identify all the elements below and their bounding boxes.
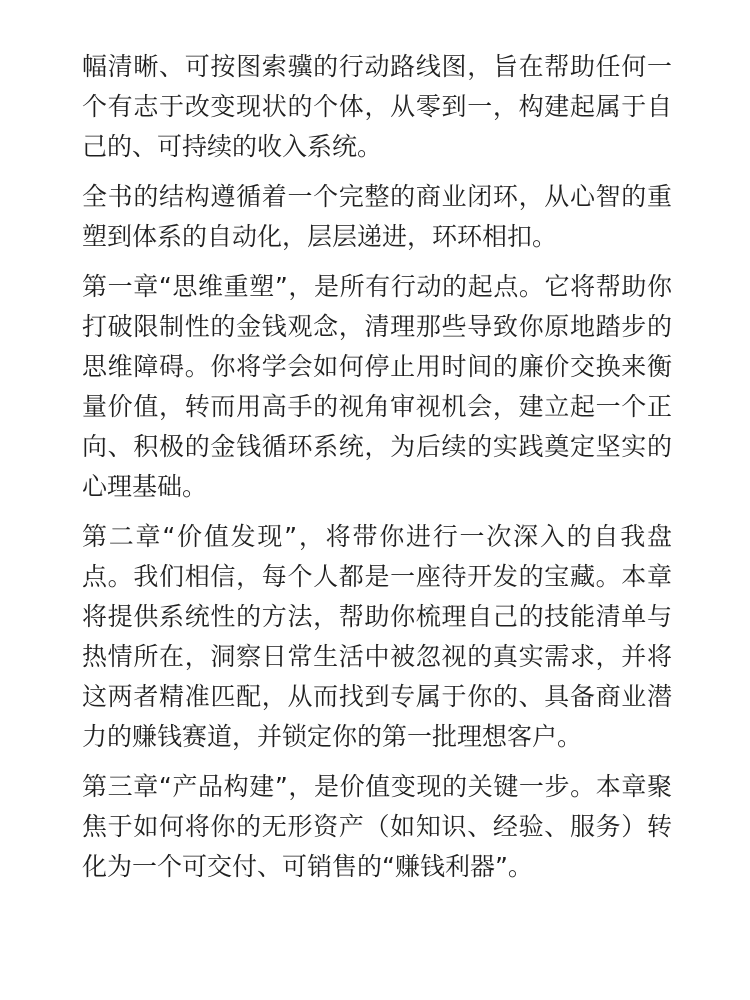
paragraph-intro-continued: 幅清晰、可按图索骥的行动路线图，旨在帮助任何一个有志于改变现状的个体，从零到一，构建起属于自己的、可持续的收入系统。 <box>82 52 672 161</box>
paragraph-chapter-2: 第二章“价值发现”，将带你进行一次深入的自我盘点。我们相信，每个人都是一座待开发的宝藏。本章将提供系统性的方法，帮助你梳理自己的技能清单与热情所在，洞察日常生活中被忽视的真实需求，并将这两者精准匹配，从而找到专属于你的、具备商业潜力的赚钱赛道，并锁定你的第一批理想客户。 <box>82 522 672 751</box>
paragraph-book-structure: 全书的结构遵循着一个完整的商业闭环，从心智的重塑到体系的自动化，层层递进，环环相扣。 <box>82 182 672 251</box>
document-body <box>82 47 672 897</box>
paragraph-chapter-3: 第三章“产品构建”，是价值变现的关键一步。本章聚焦于如何将你的无形资产（如知识、经验、服务）转化为一个可交付、可销售的“赚钱利器”。 <box>82 772 672 881</box>
paragraph-chapter-1: 第一章“思维重塑”，是所有行动的起点。它将帮助你打破限制性的金钱观念，清理那些导致你原地踏步的思维障碍。你将学会如何停止用时间的廉价交换来衡量价值，转而用高手的视角审视机会，建立起一个正向、积极的金钱循环系统，为后续的实践奠定坚实的心理基础。 <box>82 272 672 501</box>
